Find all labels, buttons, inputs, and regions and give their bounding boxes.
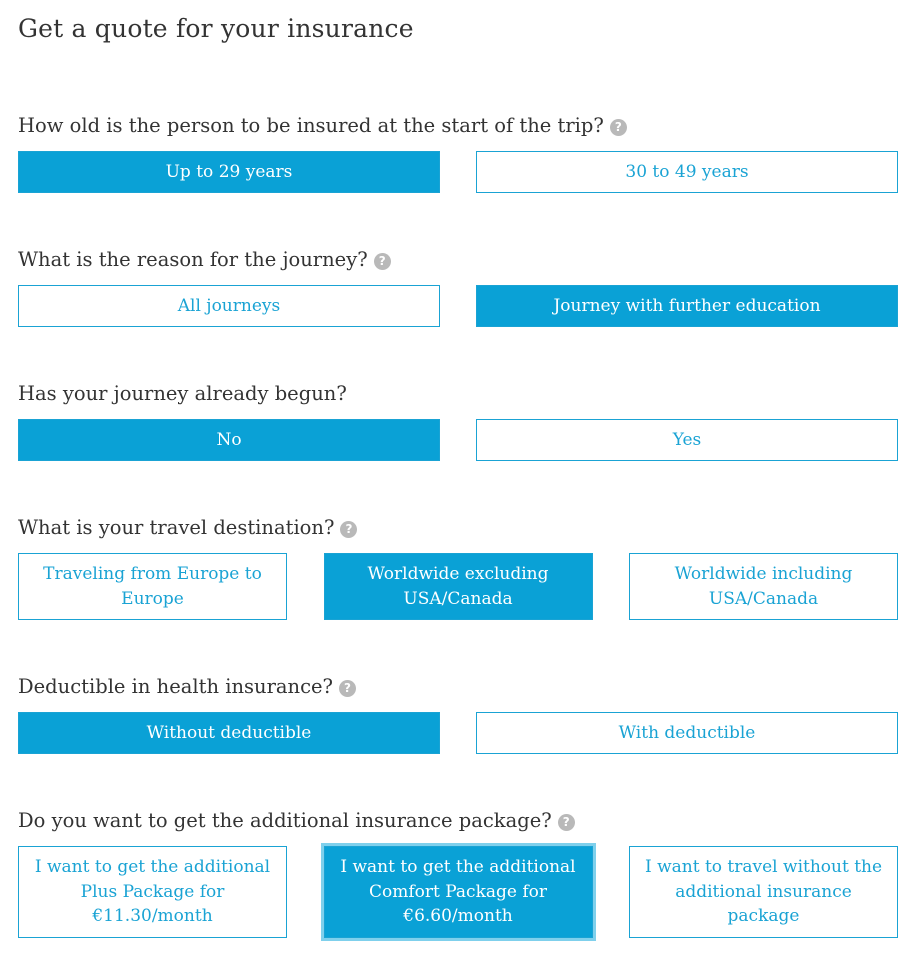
option-yes[interactable]: Yes (476, 419, 898, 461)
option-comfort-package[interactable]: I want to get the additional Comfort Package for €6.60/month (324, 846, 593, 938)
options-reason (18, 285, 898, 327)
options-deductible (18, 712, 898, 754)
question-deductible (18, 675, 356, 698)
option-plus-package[interactable]: I want to get the additional Plus Package for €11.30/month (18, 846, 287, 938)
option-all-journeys[interactable]: All journeys (18, 285, 440, 327)
options-journey-begun (18, 419, 898, 461)
option-with-deductible[interactable]: With deductible (476, 712, 898, 754)
question-reason (18, 248, 391, 271)
question-additional-package-text: Do you want to get the additional insurance package? (18, 809, 552, 832)
question-journey-begun-text: Has your journey already begun? (18, 382, 347, 405)
question-deductible-text: Deductible in health insurance? (18, 675, 333, 698)
option-journey-further-education[interactable]: Journey with further education (476, 285, 898, 327)
option-without-deductible[interactable]: Without deductible (18, 712, 440, 754)
help-icon[interactable]: ? (339, 680, 356, 697)
question-destination (18, 516, 357, 539)
options-additional-package (18, 846, 898, 938)
option-up-to-29-years[interactable]: Up to 29 years (18, 151, 440, 193)
question-reason-text: What is the reason for the journey? (18, 248, 368, 271)
question-age (18, 114, 627, 137)
question-age-text: How old is the person to be insured at the start of the trip? (18, 114, 604, 137)
option-worldwide-including-usa-canada[interactable]: Worldwide including USA/Canada (629, 553, 898, 620)
options-destination (18, 553, 898, 620)
options-age (18, 151, 898, 193)
help-icon[interactable]: ? (374, 253, 391, 270)
help-icon[interactable]: ? (558, 814, 575, 831)
option-no[interactable]: No (18, 419, 440, 461)
option-worldwide-excluding-usa-canada[interactable]: Worldwide excluding USA/Canada (324, 553, 593, 620)
question-destination-text: What is your travel destination? (18, 516, 335, 539)
option-no-additional-package[interactable]: I want to travel without the additional insurance package (629, 846, 898, 938)
option-30-to-49-years[interactable]: 30 to 49 years (476, 151, 898, 193)
option-europe-to-europe[interactable]: Traveling from Europe to Europe (18, 553, 287, 620)
help-icon[interactable]: ? (610, 119, 627, 136)
page-title: Get a quote for your insurance (18, 14, 414, 43)
question-additional-package (18, 809, 575, 832)
help-icon[interactable]: ? (340, 521, 357, 538)
question-journey-begun (18, 382, 347, 405)
